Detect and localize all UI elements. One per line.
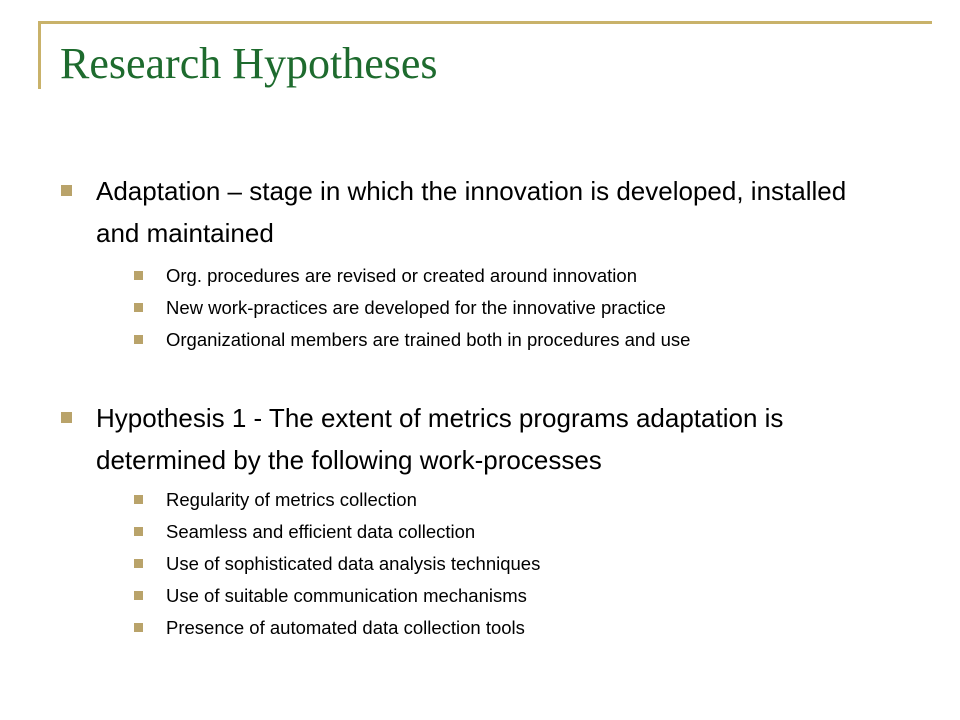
list-item-text: Presence of automated data collection tools [166, 617, 525, 638]
list-item [0, 324, 926, 356]
list-item [0, 260, 926, 292]
list-item-text: Organizational members are trained both in procedures and use [166, 329, 691, 350]
section-heading-text: Adaptation – stage in which the innovation is developed, installed and maintained [96, 176, 847, 248]
square-bullet-icon [134, 591, 143, 600]
square-bullet-icon [134, 559, 143, 568]
square-bullet-icon [134, 271, 143, 280]
list-item-text: Org. procedures are revised or created around innovation [166, 265, 637, 286]
section-heading [0, 397, 896, 481]
section-heading [0, 170, 896, 254]
list-item [0, 548, 926, 580]
section-hypothesis-1 [0, 397, 960, 644]
square-bullet-icon [134, 527, 143, 536]
list-item [0, 292, 926, 324]
list-item [0, 516, 926, 548]
square-bullet-icon [61, 185, 72, 196]
square-bullet-icon [134, 335, 143, 344]
list-item-text: Seamless and efficient data collection [166, 521, 476, 542]
section-heading-text: Hypothesis 1 - The extent of metrics programs adaptation is determined by the following work-processes [96, 403, 784, 475]
list-item [0, 580, 926, 612]
slide-title: Research Hypotheses [60, 39, 438, 88]
list-item-text: Use of sophisticated data analysis techniques [166, 553, 541, 574]
list-item-text: New work-practices are developed for the innovative practice [166, 297, 666, 318]
list-item-text: Regularity of metrics collection [166, 489, 417, 510]
square-bullet-icon [61, 412, 72, 423]
square-bullet-icon [134, 303, 143, 312]
section-adaptation [0, 170, 960, 356]
list-item [0, 612, 926, 644]
list-item [0, 484, 926, 516]
square-bullet-icon [134, 495, 143, 504]
square-bullet-icon [134, 623, 143, 632]
list-item-text: Use of suitable communication mechanisms [166, 585, 527, 606]
